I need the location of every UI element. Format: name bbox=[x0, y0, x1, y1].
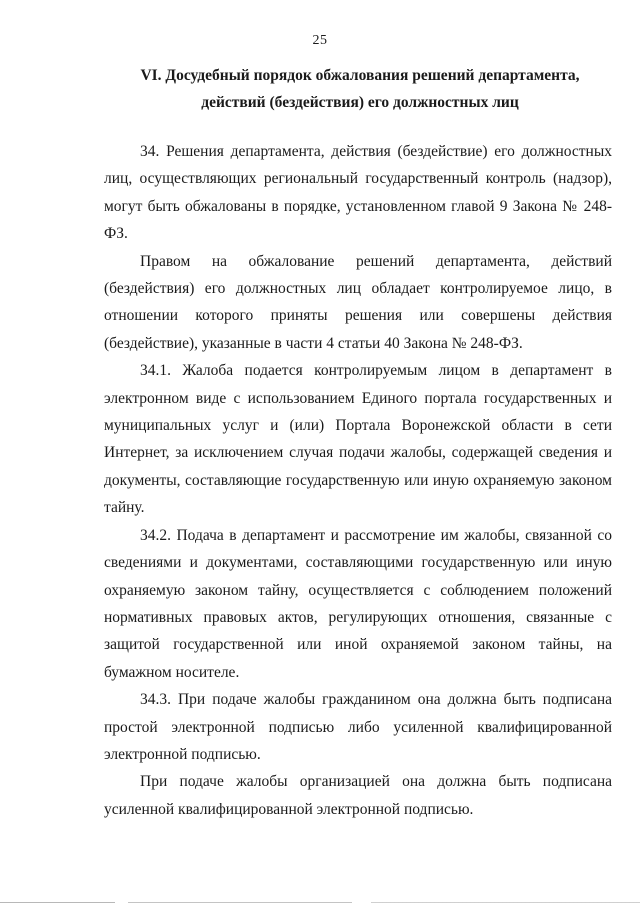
paragraph-organization-signature: При подаче жалобы организацией она должна быть подписана усиленной квалифицированной электронной подписью. bbox=[104, 773, 612, 818]
section-heading-line-2: действий (бездействия) его должностных лиц bbox=[201, 94, 519, 111]
paragraph-34-2: 34.2. Подача в департамент и рассмотрение им жалобы, связанной со сведениями и документами, составляющими государственную или иную охраняемую законом тайну, осуществляется с соблюдением положений нормативных правовых актов, регулирующих отношения, связанные с защитой государственной или иной охраняемой законом тайны, на бумажном носителе. bbox=[104, 526, 612, 681]
paragraph-34: 34. Решения департамента, действия (бездействие) его должностных лиц, осуществляющих региональный государственный контроль (надзор), могут быть обжалованы в порядке, установленном главой 9 Закона № 248-ФЗ. bbox=[104, 143, 612, 243]
section-heading-line-1: VI. Досудебный порядок обжалования решений департамента, bbox=[140, 67, 580, 84]
paragraph-34-1: 34.1. Жалоба подается контролируемым лицом в департамент в электронном виде с использованием Единого портала государственных и муниципальных услуг и (или) Портала Воронежской области в сети Интернет, за исключением случая подачи жалобы, содержащей сведения и документы, составляющие государственную или иную охраняемую законом тайну. bbox=[104, 362, 612, 517]
scan-bottom-edge bbox=[0, 902, 640, 903]
paragraph-34-3: 34.3. При подаче жалобы гражданином она должна быть подписана простой электронной подписью либо усиленной квалифицированной электронной подписью. bbox=[104, 691, 612, 763]
section-heading bbox=[100, 62, 620, 116]
paragraph-appeal-right: Правом на обжалование решений департамента, действий (бездействия) его должностных лиц обладает контролируемое лицо, в отношении которого приняты решения или совершены действия (бездействие), указанные в части 4 статьи 40 Закона № 248-ФЗ. bbox=[104, 252, 612, 352]
document-body bbox=[104, 138, 612, 823]
page-number: 25 bbox=[312, 33, 328, 48]
